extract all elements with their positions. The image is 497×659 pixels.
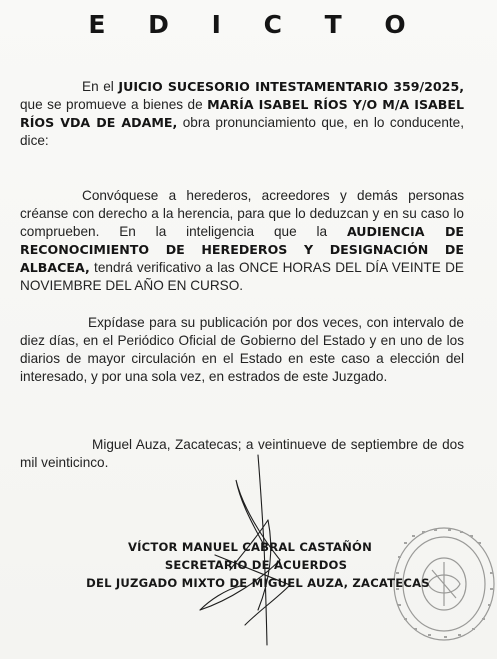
hearing-name: AUDIENCIA DE RECONOCIMIENTO DE HEREDEROS Y DESIGNACIÓN DE ALBACEA,	[20, 224, 464, 275]
intro-middle: que se promueve a bienes de	[20, 97, 208, 112]
paragraph-case-intro	[20, 78, 464, 150]
convocation-text-1: Convóquese a herederos, acreedores y demás personas créanse con derecho a la herencia, para que lo deduzcan y en su caso lo comprueben. En la inteligencia que la	[20, 188, 464, 239]
signatory-position: SECRETARIO DE ACUERDOS	[164, 558, 348, 572]
intro-end: obra pronunciamiento que, en lo conducente, dice:	[20, 115, 465, 148]
convocation-text-2: tendrá verificativo a las ONCE HORAS DEL DÍA VEINTE DE NOVIEMBRE DEL AÑO EN CURSO.	[20, 260, 464, 293]
paragraph-place-date: Miguel Auza, Zacatecas; a veintinueve de septiembre de dos mil veinticinco.	[20, 437, 464, 470]
paragraph-convocation	[20, 187, 464, 295]
signatory-court: DEL JUZGADO MIXTO DE MIGUEL AUZA, ZACATECAS	[86, 576, 430, 590]
case-type: JUICIO SUCESORIO INTESTAMENTARIO 359/2025,	[118, 79, 464, 94]
intro-text: En el	[82, 79, 119, 94]
page-title: E D I C T O	[88, 10, 423, 39]
paragraph-publication: Expídase para su publicación por dos veces, con intervalo de diez días, en el Periódico Oficial de Gobierno del Estado y en uno de los diarios de mayor circulación en el Estado en este caso a elección del interesado, y por una sola vez, en estrados de este Juzgado.	[20, 315, 464, 384]
signatory-name: VÍCTOR MANUEL CABRAL CASTAÑÓN	[127, 540, 372, 554]
deceased-name: MARÍA ISABEL RÍOS Y/O M/A ISABEL RÍOS VDA DE ADAME,	[20, 97, 464, 130]
